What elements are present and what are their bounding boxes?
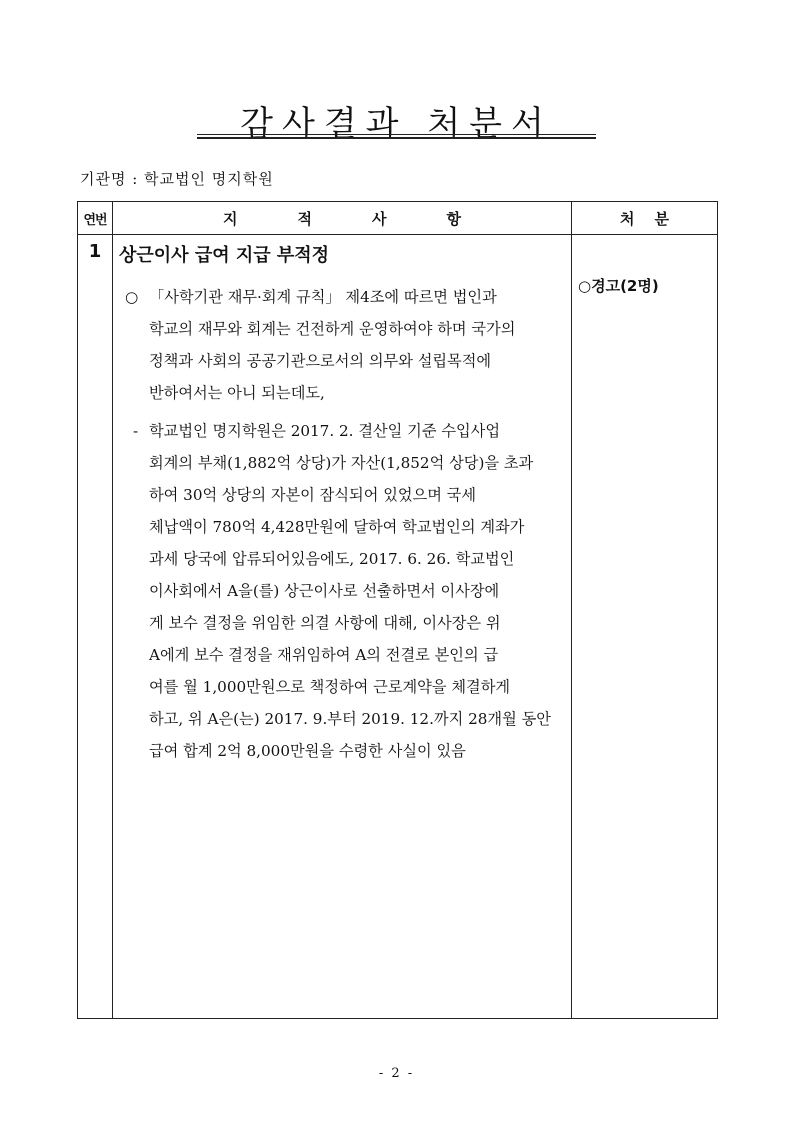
header-disposition-char: 처 bbox=[620, 209, 635, 228]
text-line: 급여 합계 2억 8,000만원을 수령한 사실이 있음 bbox=[149, 742, 466, 760]
finding-paragraph-1 bbox=[119, 281, 565, 409]
text-line: 회계의 부채(1,882억 상당)가 자산(1,852억 상당)을 초과 bbox=[149, 454, 534, 472]
page-title: 감사결과 처분서 bbox=[240, 104, 553, 144]
text-line: 「사학기관 재무·회계 규칙」 제4조에 따르면 법인과 bbox=[149, 288, 497, 306]
header-findings bbox=[113, 202, 572, 235]
text-line: 학교의 재무와 회계는 건전하게 운영하여야 하며 국가의 bbox=[149, 320, 516, 338]
text-line: 하여 30억 상당의 자본이 잠식되어 있었으며 국세 bbox=[149, 486, 477, 504]
text-line: 반하여서는 아니 되는데도, bbox=[149, 384, 325, 402]
text-line: 체납액이 780억 4,428만원에 달하여 학교법인의 계좌가 bbox=[149, 518, 525, 536]
circle-bullet: ○ bbox=[125, 288, 139, 306]
agency-name: 기관명 : 학교법인 명지학원 bbox=[80, 170, 274, 188]
audit-table bbox=[77, 201, 718, 1019]
text-line: 정책과 사회의 공공기관으로서의 의무와 설립목적에 bbox=[149, 352, 492, 370]
finding-paragraph-2 bbox=[119, 415, 565, 767]
header-disposition-char: 분 bbox=[654, 209, 669, 228]
text-line: 게 보수 결정을 위임한 의결 사항에 대해, 이사장은 위 bbox=[149, 614, 501, 632]
row-number: 1 bbox=[78, 235, 113, 1019]
table-header-row bbox=[78, 202, 718, 235]
header-findings-char: 사 bbox=[372, 209, 387, 228]
title-underline bbox=[197, 134, 596, 135]
header-findings-char: 적 bbox=[297, 209, 312, 228]
text-line: 과세 당국에 압류되어있음에도, 2017. 6. 26. 학교법인 bbox=[149, 550, 515, 568]
finding-heading: 상근이사 급여 지급 부적정 bbox=[119, 245, 330, 266]
header-disposition bbox=[572, 202, 718, 235]
text-line: 하고, 위 A은(는) 2017. 9.부터 2019. 12.까지 28개월 동안 bbox=[149, 710, 551, 728]
page-number: - 2 - bbox=[378, 1066, 415, 1081]
table-row bbox=[78, 235, 718, 1019]
dash-bullet: - bbox=[133, 422, 139, 440]
text-line: 이사회에서 A을(를) 상근이사로 선출하면서 이사장에 bbox=[149, 582, 500, 600]
text-line: A에게 보수 결정을 재위임하여 A의 전결로 본인의 급 bbox=[149, 646, 499, 664]
header-findings-char: 지 bbox=[223, 209, 238, 228]
disposition-cell: ○경고(2명) bbox=[572, 235, 718, 1019]
header-no: 연번 bbox=[78, 202, 113, 235]
finding-cell bbox=[113, 235, 572, 1019]
title-underline-thick bbox=[197, 137, 596, 139]
header-findings-char: 항 bbox=[446, 209, 461, 228]
text-line: 여를 월 1,000만원으로 책정하여 근로계약을 체결하게 bbox=[149, 678, 511, 696]
text-line: 학교법인 명지학원은 2017. 2. 결산일 기준 수입사업 bbox=[149, 422, 501, 440]
